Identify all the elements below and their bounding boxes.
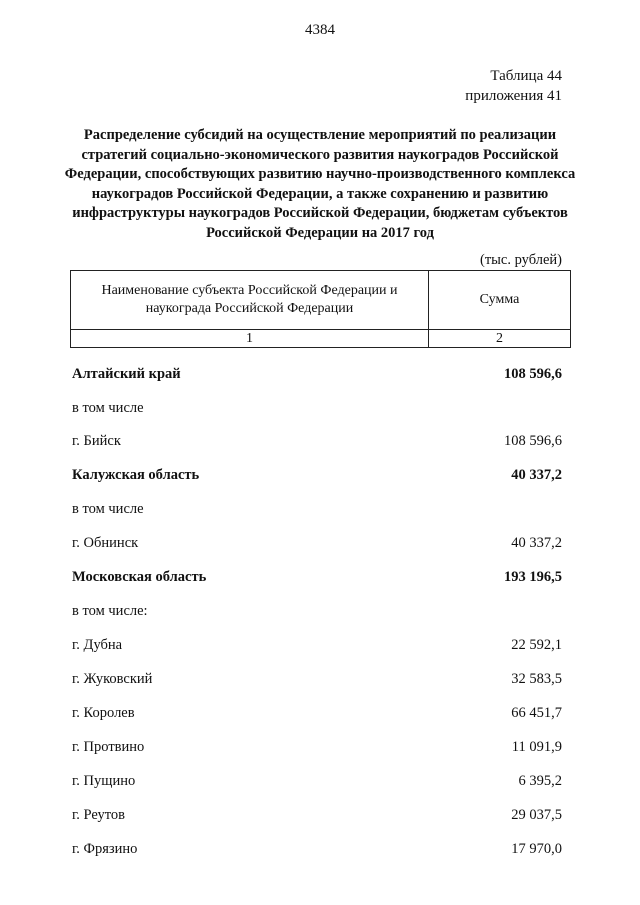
- row-amount: 193 196,5: [504, 569, 562, 585]
- row-amount: 29 037,5: [511, 807, 562, 823]
- row-amount: 32 583,5: [511, 671, 562, 687]
- row-amount: 6 395,2: [518, 773, 562, 789]
- column-number-1: 1: [71, 330, 429, 348]
- row-name: г. Фрязино: [72, 841, 138, 857]
- table-row: [72, 532, 562, 554]
- row-amount: 40 337,2: [511, 467, 562, 483]
- table-row: [72, 634, 562, 656]
- table-row: [72, 838, 562, 860]
- row-amount: 22 592,1: [511, 637, 562, 653]
- column-header-name: [71, 271, 429, 330]
- row-amount: 40 337,2: [511, 535, 562, 551]
- table-row: [72, 363, 562, 385]
- row-amount: 17 970,0: [511, 841, 562, 857]
- document-title: Распределение субсидий на осуществление мероприятий по реализации стратегий социально-экономического развития наукоградов Российской Федерации, способствующих развитию научно-производственного комплекса наукоградов Российской Федерации, а также сохранению и развитию инфраструктуры наукоградов Российской Федерации, бюджетам субъектов Российской Федерации на 2017 год: [64, 127, 576, 241]
- table-header: [70, 270, 571, 348]
- page-number: 4384: [305, 22, 335, 38]
- row-amount: 11 091,9: [511, 739, 562, 755]
- table-reference: [465, 66, 562, 106]
- table-row: [72, 498, 562, 520]
- table-row: [72, 804, 562, 826]
- row-name: Алтайский край: [72, 366, 181, 382]
- row-name: в том числе: [72, 400, 144, 416]
- table-row: [72, 430, 562, 452]
- table-row: [72, 702, 562, 724]
- column-header-amount: Сумма: [429, 271, 571, 330]
- row-name: Московская область: [72, 569, 207, 585]
- table-row: [72, 668, 562, 690]
- row-amount: 108 596,6: [504, 433, 562, 449]
- units-label: (тыс. рублей): [480, 252, 562, 268]
- row-name: г. Обнинск: [72, 535, 139, 551]
- table-row: [72, 464, 562, 486]
- column-number-2: 2: [429, 330, 571, 348]
- row-name: Калужская область: [72, 467, 200, 483]
- column-header-name-text: Наименование субъекта Российской Федерации и наукограда Российской Федерации: [101, 283, 398, 316]
- row-name: г. Дубна: [72, 637, 123, 653]
- row-amount: 66 451,7: [511, 705, 562, 721]
- row-name: г. Бийск: [72, 433, 121, 449]
- row-name: г. Королев: [72, 705, 135, 721]
- table-row: [72, 566, 562, 588]
- appendix-number: приложения 41: [465, 88, 562, 104]
- table-row: [72, 736, 562, 758]
- table-row: [72, 397, 562, 419]
- row-name: г. Протвино: [72, 739, 145, 755]
- table-row: [72, 770, 562, 792]
- table-number: Таблица 44: [490, 68, 562, 84]
- row-name: г. Жуковский: [72, 671, 153, 687]
- row-name: в том числе: [72, 501, 144, 517]
- table-row: [72, 600, 562, 622]
- row-name: г. Пущино: [72, 773, 136, 789]
- row-name: г. Реутов: [72, 807, 126, 823]
- row-name: в том числе:: [72, 603, 148, 619]
- row-amount: 108 596,6: [504, 366, 562, 382]
